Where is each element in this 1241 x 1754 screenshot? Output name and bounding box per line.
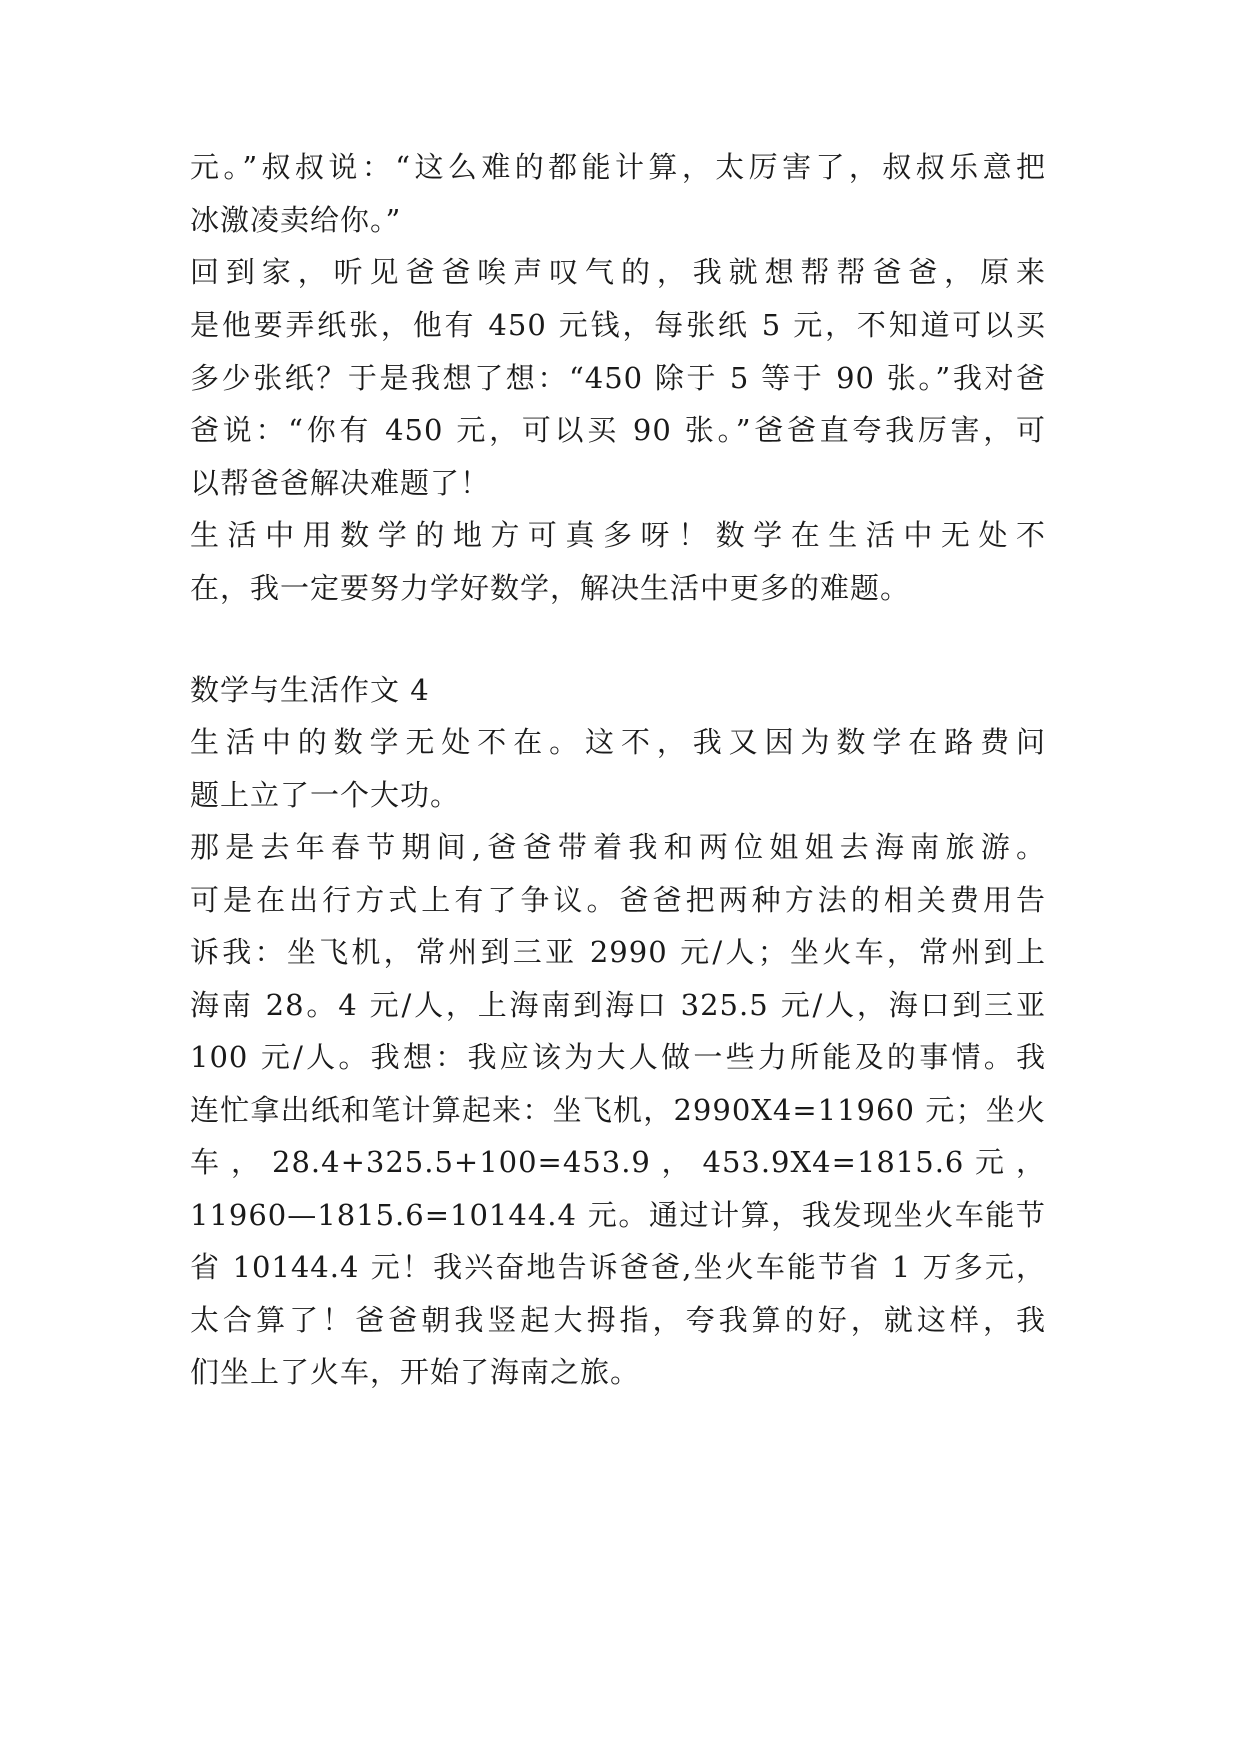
- text-line: 是他要弄纸张，他有 450 元钱，每张纸 5 元，不知道可以买: [190, 308, 1046, 342]
- text-line: 太合算了！爸爸朝我竖起大拇指，夸我算的好，就这样，我: [190, 1303, 1046, 1337]
- paragraph-line: 回到家，听见爸爸唉声叹气的，我就想帮帮爸爸，原来: [190, 255, 1046, 289]
- text-line: 连忙拿出纸和笔计算起来：坐飞机，2990X4=11960 元；坐火: [190, 1093, 1046, 1127]
- text-line: 们坐上了火车，开始了海南之旅。: [190, 1355, 641, 1389]
- text-line: 元。”叔叔说：“这么难的都能计算，太厉害了，叔叔乐意把: [190, 150, 1046, 184]
- text-line: 冰激凌卖给你。”: [190, 203, 402, 237]
- paragraph-line: 生活中的数学无处不在。这不，我又因为数学在路费问: [190, 725, 1046, 759]
- text-line: 在，我一定要努力学好数学，解决生活中更多的难题。: [190, 571, 911, 605]
- text-line: 100 元/人。我想：我应该为大人做一些力所能及的事情。我: [190, 1040, 1046, 1074]
- text-line: 省 10144.4 元！我兴奋地告诉爸爸,坐火车能节省 1 万多元，: [190, 1250, 1046, 1284]
- text-line: 爸说：“你有 450 元，可以买 90 张。”爸爸直夸我厉害，可: [190, 413, 1046, 447]
- text-line: 多少张纸？于是我想了想：“450 除于 5 等于 90 张。”我对爸: [190, 361, 1046, 395]
- text-line: 海南 28。4 元/人，上海南到海口 325.5 元/人，海口到三亚: [190, 988, 1046, 1022]
- text-line: 可是在出行方式上有了争议。爸爸把两种方法的相关费用告: [190, 883, 1046, 917]
- text-line: 题上立了一个大功。: [190, 778, 461, 812]
- section-heading: 数学与生活作文 4: [190, 673, 430, 707]
- text-line: 车 ， 28.4+325.5+100=453.9 ， 453.9X4=1815.6 元 ，: [190, 1145, 1046, 1179]
- paragraph-line: 那是去年春节期间,爸爸带着我和两位姐姐去海南旅游。: [190, 830, 1046, 864]
- paragraph-line: 生活中用数学的地方可真多呀！数学在生活中无处不: [190, 518, 1046, 552]
- text-line: 诉我：坐飞机，常州到三亚 2990 元/人；坐火车，常州到上: [190, 935, 1046, 969]
- text-line: 以帮爸爸解决难题了！: [190, 466, 491, 500]
- text-line: 11960—1815.6=10144.4 元。通过计算，我发现坐火车能节: [190, 1198, 1046, 1232]
